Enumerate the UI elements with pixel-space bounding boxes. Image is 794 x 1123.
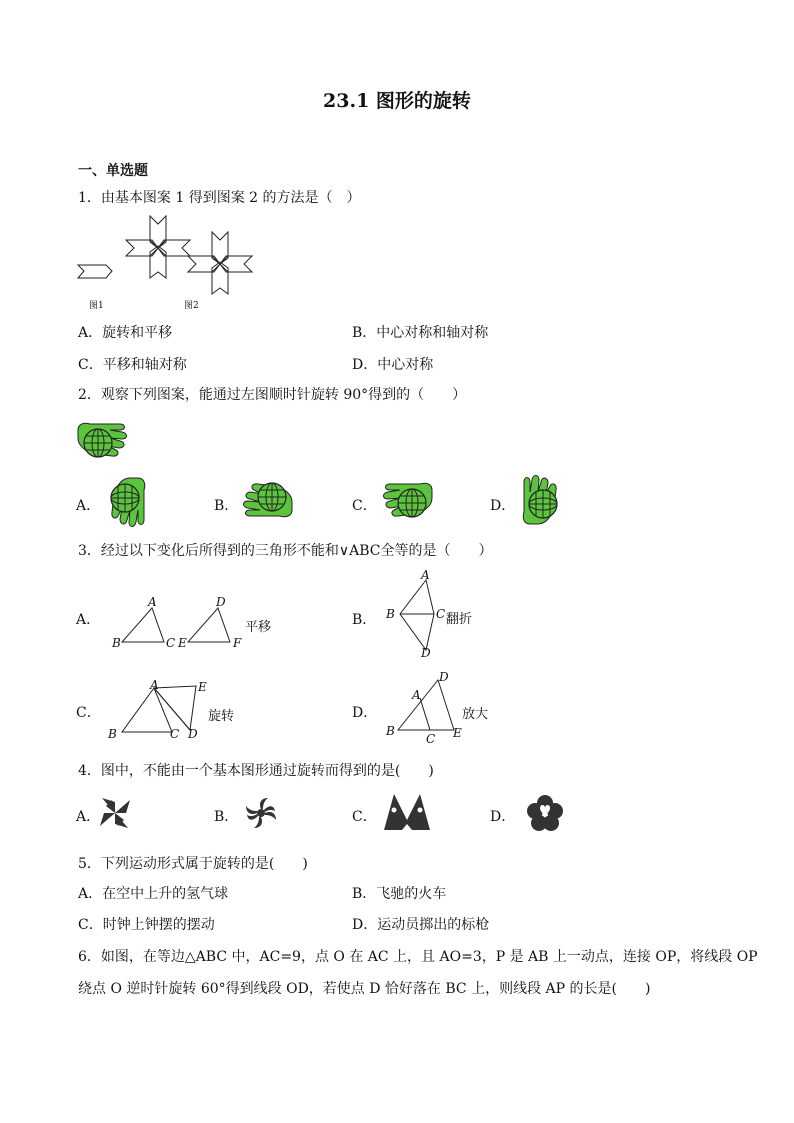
q3-option-a[interactable]: A． (76, 612, 101, 628)
q3d-point-b: B (386, 724, 395, 738)
q3a-point-e: E (178, 636, 187, 650)
q3b-point-c: C (436, 607, 446, 621)
q3-option-b[interactable]: B． (352, 612, 377, 628)
q1-fig1-label: 图1 (89, 301, 104, 311)
q4-option-c[interactable]: C． (352, 809, 377, 825)
q1-pattern-right (188, 232, 252, 294)
q4-option-a-figure[interactable] (98, 796, 132, 830)
q3d-point-a: A (412, 688, 421, 702)
q2-option-b-figure[interactable] (238, 478, 298, 524)
q5-option-c[interactable]: C．时钟上钟摆的摆动 (78, 917, 215, 933)
question-4-stem: 4．图中，不能由一个基本图形通过旋转而得到的是( ) (78, 763, 434, 779)
q3c-point-d: D (188, 727, 198, 741)
q5-option-a[interactable]: A．在空中上升的氢气球 (78, 886, 229, 902)
q2-option-c-figure[interactable] (378, 478, 438, 526)
q3d-point-e: E (453, 726, 462, 740)
question-6-line-2: 绕点 O 逆时针旋转 60°得到线段 OD，若使点 D 恰好落在 BC 上，则线段 AP 的长是( ) (78, 981, 651, 997)
q2-option-a-figure[interactable] (100, 474, 152, 530)
q4-option-d[interactable]: D． (490, 809, 516, 825)
q1-option-a[interactable]: A．旋转和平移 (78, 325, 173, 341)
q2-option-b[interactable]: B． (214, 498, 239, 514)
q3b-point-a: A (421, 568, 430, 582)
q3b-caption: 翻折 (446, 612, 473, 627)
q1-option-c[interactable]: C．平移和轴对称 (78, 357, 187, 373)
q3b-point-b: B (386, 607, 395, 621)
q3a-caption: 平移 (245, 620, 272, 635)
question-6-line-1: 6．如图，在等边△ABC 中，AC=9，点 O 在 AC 上，且 AO=3，P 是 AB 上一动点，连接 OP，将线段 OP (78, 949, 758, 965)
question-5-stem: 5．下列运动形式属于旋转的是( ) (78, 856, 308, 872)
q4-option-a[interactable]: A． (76, 809, 101, 825)
q5-option-d[interactable]: D．运动员掷出的标枪 (352, 917, 490, 933)
q3a-point-a: A (148, 595, 157, 609)
q3c-point-e: E (198, 680, 207, 694)
page-title: 23.1 图形的旋转 (323, 90, 471, 112)
q4-option-b-figure[interactable] (244, 796, 278, 830)
q1-option-b[interactable]: B．中心对称和轴对称 (352, 325, 489, 341)
q3d-caption: 放大 (462, 707, 489, 722)
q2-option-c[interactable]: C． (352, 498, 377, 514)
q4-option-c-figure[interactable] (382, 790, 432, 832)
q3d-point-c: C (426, 732, 436, 746)
q1-fig2-label: 图2 (184, 301, 199, 311)
q3-option-d[interactable]: D． (352, 705, 378, 721)
q4-option-d-figure[interactable] (526, 794, 564, 832)
section-heading: 一、单选题 (78, 163, 148, 179)
q1-pattern-left (126, 216, 190, 278)
q3a-point-d: D (216, 595, 226, 609)
question-1-stem: 1．由基本图案 1 得到图案 2 的方法是（ ） (78, 190, 361, 206)
q2-option-d[interactable]: D． (490, 498, 516, 514)
q2-option-a[interactable]: A． (76, 498, 101, 514)
q3a-point-b: B (112, 636, 121, 650)
q2-option-d-figure[interactable] (516, 474, 568, 530)
question-3-stem: 3．经过以下变化后所得到的三角形不能和∨ABC全等的是（ ） (78, 543, 493, 559)
q3d-point-d: D (439, 670, 449, 684)
q1-figure (76, 212, 256, 302)
q3b-point-d: D (421, 646, 431, 660)
q3c-caption: 旋转 (208, 709, 235, 724)
q4-option-b[interactable]: B． (214, 809, 239, 825)
q3c-point-a: A (150, 678, 159, 692)
q3c-point-b: B (108, 727, 117, 741)
q5-option-b[interactable]: B．飞驰的火车 (352, 886, 447, 902)
q1-option-d[interactable]: D．中心对称 (352, 357, 434, 373)
q3a-point-f: F (233, 636, 242, 650)
q2-original-figure (76, 418, 132, 466)
q3c-point-c: C (170, 727, 180, 741)
question-2-stem: 2．观察下列图案，能通过左图顺时针旋转 90°得到的（ ） (78, 387, 467, 403)
q3-option-c[interactable]: C． (76, 705, 101, 721)
q3a-point-c: C (166, 636, 176, 650)
q1-basic-arrow (78, 265, 112, 278)
